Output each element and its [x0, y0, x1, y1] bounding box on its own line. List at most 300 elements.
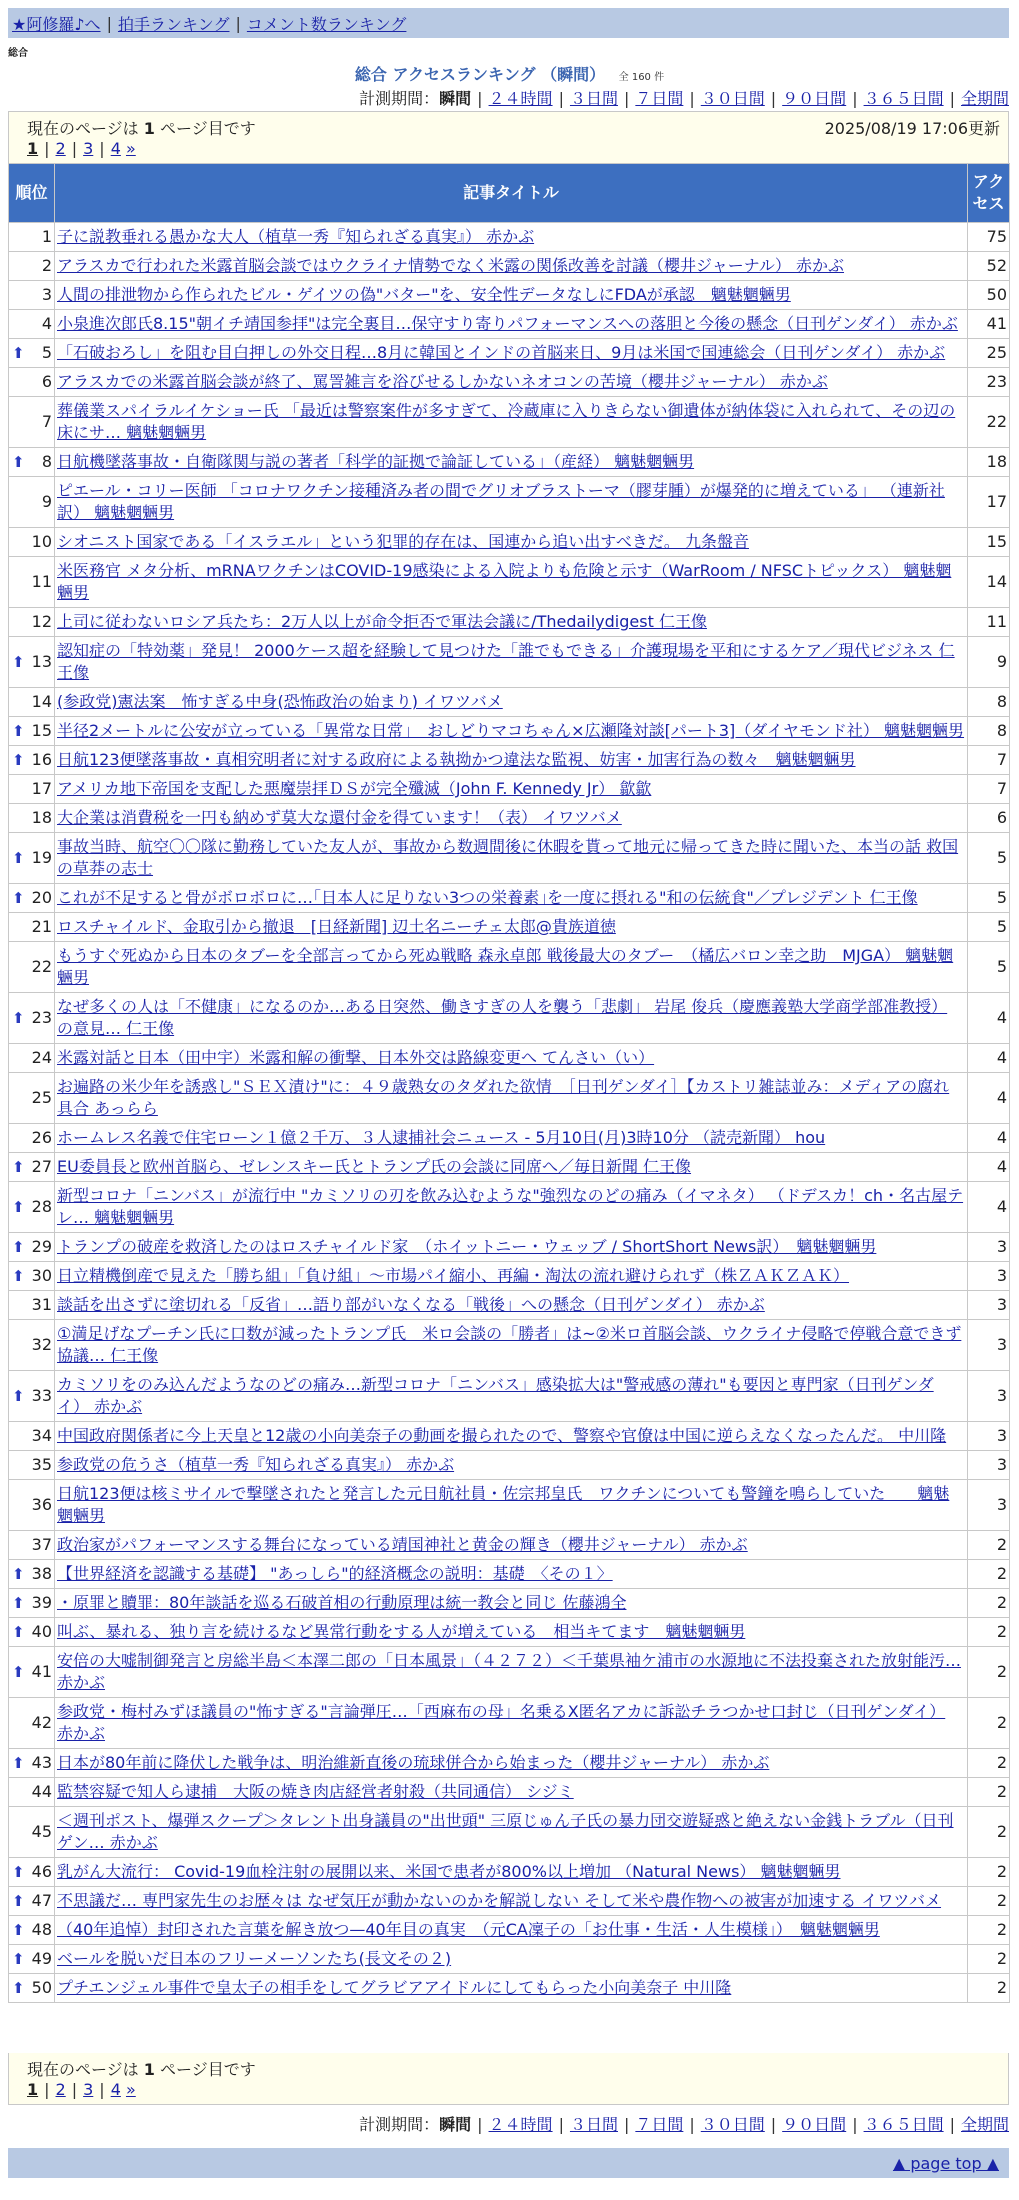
table-row: [9, 281, 1010, 310]
access-count: 7: [968, 746, 1010, 775]
pager-next-link[interactable]: »: [125, 139, 136, 158]
up-arrow-icon: ⬆: [12, 1754, 25, 1772]
table-row: [9, 717, 1010, 746]
access-count: 23: [968, 368, 1010, 397]
article-title-link[interactable]: ①満足げなプーチン氏に口数が減ったトランプ氏 米ロ会談の「勝者」は~②米ロ首脳会談、ウクライナ侵略で停戦合意できず協議… 仁王像: [57, 1324, 962, 1365]
access-count: 41: [968, 310, 1010, 339]
title-cell: [55, 1451, 968, 1480]
table-row: [9, 1916, 1010, 1945]
rank-number: 24: [31, 1048, 52, 1067]
table-row: [9, 775, 1010, 804]
footer-bar: [8, 2148, 1009, 2178]
home-link[interactable]: ★阿修羅♪へ: [12, 14, 101, 34]
table-row: [9, 1044, 1010, 1073]
title-cell: [55, 1858, 968, 1887]
article-title-link[interactable]: カミソリをのみ込んだようなのどの痛み…新型コロナ「ニンバス」感染拡大は"警戒感の薄れ"も要因と専門家（日刊ゲンダイ） 赤かぶ: [57, 1375, 934, 1416]
separator: |: [477, 89, 483, 108]
separator: |: [558, 89, 564, 108]
table-row: [9, 1560, 1010, 1589]
rank-number: 40: [31, 1622, 52, 1641]
up-arrow-icon: ⬆: [12, 889, 25, 907]
access-count: 2: [968, 1531, 1010, 1560]
title-cell: [55, 884, 968, 913]
title-cell: [55, 1887, 968, 1916]
access-count: 3: [968, 1233, 1010, 1262]
access-count: 2: [968, 1778, 1010, 1807]
article-title-link[interactable]: (参政党)憲法案 怖すぎる中身(恐怖政治の始まり) イワツバメ: [57, 692, 503, 711]
period-link[interactable]: ９０日間: [782, 89, 847, 108]
separator: |: [689, 89, 695, 108]
separator: |: [99, 139, 105, 158]
article-title-link[interactable]: ホームレス名義で住宅ローン１億２千万、３人逮捕社会ニュース - 5月10日(月)3時10分 （読売新聞） hou: [57, 1128, 826, 1147]
pager-top: [27, 139, 136, 158]
period-link[interactable]: ２４時間: [488, 2115, 553, 2134]
rank-cell: [9, 1589, 55, 1618]
separator: |: [558, 2115, 564, 2134]
article-title-link[interactable]: 【世界経済を認識する基礎】 "あっしら"的経済概念の説明：基礎 〈その１〉: [57, 1564, 613, 1583]
period-link[interactable]: ３０日間: [700, 89, 765, 108]
title-cell: [55, 397, 968, 448]
access-count: 50: [968, 281, 1010, 310]
rank-number: 9: [41, 492, 52, 511]
article-title-link[interactable]: 叫ぶ、暴れる、独り言を続けるなど異常行動をする人が増えている 相当キてます 魑魅魍魎男: [57, 1622, 746, 1641]
article-title-link[interactable]: 上司に従わないロシア兵たち：2万人以上が命令拒否で軍法会議に/Thedailydigest 仁王像: [57, 612, 707, 631]
rank-number: 38: [31, 1564, 52, 1583]
title-cell: [55, 804, 968, 833]
access-count: 2: [968, 1858, 1010, 1887]
total-count: 全 160 件: [618, 72, 665, 83]
rank-cell: [9, 1291, 55, 1320]
comment-ranking-link[interactable]: コメント数ランキング: [246, 14, 407, 34]
period-link[interactable]: ７日間: [635, 2115, 684, 2134]
rank-number: 1: [41, 227, 52, 246]
separator: |: [689, 2115, 695, 2134]
separator: |: [623, 89, 630, 108]
title-cell: [55, 1422, 968, 1451]
article-title-link[interactable]: 中国政府関係者に今上天皇と12歳の小向美奈子の動画を撮られたので、警察や官僚は中国に逆らえなくなったんだ。 中川隆: [57, 1426, 947, 1445]
article-title-link[interactable]: トランプの破産を救済したのはロスチャイルド家 （ホイットニー・ウェッブ / ShortShort News訳） 魑魅魍魎男: [57, 1237, 877, 1256]
title-cell: [55, 1698, 968, 1749]
rank-cell: [9, 1858, 55, 1887]
title-cell: [55, 1647, 968, 1698]
article-title-link[interactable]: 参政党の危うさ（植草一秀『知られざる真実』） 赤かぶ: [57, 1455, 455, 1474]
rank-number: 21: [31, 917, 52, 936]
rank-cell: [9, 1887, 55, 1916]
article-title-link[interactable]: 子に説教垂れる愚かな大人（植草一秀『知られざる真実』） 赤かぶ: [57, 227, 535, 246]
rank-number: 14: [31, 692, 52, 711]
title-cell: [55, 1233, 968, 1262]
article-title-link[interactable]: 安倍の大嘘制御発言と房総半島＜本澤二郎の「日本風景」（４２７２）＜千葉県袖ケ浦市の水源地に不法投棄された放射能汚… 赤かぶ: [57, 1651, 962, 1692]
article-title-link[interactable]: 米医務官 メタ分析、mRNAワクチンはCOVID-19感染による入院よりも危険と示す（WarRoom / NFSCトピックス） 魑魅魍魎男: [57, 561, 952, 602]
rank-cell: [9, 368, 55, 397]
table-row: [9, 993, 1010, 1044]
period-link[interactable]: 全期間: [960, 89, 1009, 108]
header-title: 記事タイトル: [55, 164, 968, 223]
status-suffix: ページ目です: [160, 119, 256, 138]
table-row: [9, 1749, 1010, 1778]
rank-cell: [9, 1371, 55, 1422]
pager-page-link[interactable]: 4: [110, 2080, 121, 2099]
rank-number: 32: [31, 1335, 52, 1354]
table-row: [9, 368, 1010, 397]
title-cell: [55, 746, 968, 775]
access-count: 2: [968, 1887, 1010, 1916]
article-title-link[interactable]: 乳がん大流行： Covid-19血栓注射の展開以来、米国で患者が800%以上増加 （Natural News） 魑魅魍魎男: [57, 1862, 841, 1881]
access-count: 3: [968, 1480, 1010, 1531]
pager-page-link[interactable]: 3: [83, 2080, 94, 2099]
rank-number: 44: [31, 1782, 52, 1801]
access-count: 4: [968, 1073, 1010, 1124]
rank-cell: [9, 1807, 55, 1858]
pager-current-page: 1: [27, 2080, 39, 2099]
table-row: [9, 1422, 1010, 1451]
status-suffix: ページ目です: [160, 2060, 256, 2079]
rank-number: 35: [31, 1455, 52, 1474]
access-count: 4: [968, 1182, 1010, 1233]
article-title-link[interactable]: ピエール・コリー医師 「コロナワクチン接種済み者の間でグリオブラストーマ（膠芽腫）が爆発的に増えている」 （連新社訳） 魑魅魍魎男: [57, 481, 945, 522]
rank-number: 28: [31, 1197, 52, 1216]
rank-number: 8: [41, 452, 52, 471]
article-title-link[interactable]: 米露対話と日本（田中宇）米露和解の衝撃、日本外交は路線変更へ てんさい（い）: [57, 1048, 655, 1067]
article-title-link[interactable]: ロスチャイルド、金取引から撤退 [日経新聞] 辺土名ニーチェ太郎@貴族道徳: [57, 917, 616, 936]
access-count: 2: [968, 1589, 1010, 1618]
article-title-link[interactable]: 日航123便墜落事故・真相究明者に対する政府による執拗かつ違法な監視、妨害・加害行為の数々 魑魅魍魎男: [57, 750, 856, 769]
table-row: [9, 339, 1010, 368]
title-cell: [55, 775, 968, 804]
period-link[interactable]: ３６５日間: [863, 2115, 944, 2134]
page-status: [27, 2057, 256, 2080]
rank-number: 42: [31, 1713, 52, 1732]
separator: |: [71, 2080, 78, 2099]
access-count: 2: [968, 1698, 1010, 1749]
period-label: 計測期間：: [359, 89, 440, 108]
article-title-link[interactable]: 半径2メートルに公安が立っている「異常な日常」 おしどりマコちゃん×広瀬隆対談[パート3]（ダイヤモンド社） 魑魅魍魎男: [57, 721, 965, 740]
rank-number: 3: [41, 285, 52, 304]
article-title-link[interactable]: 認知症の「特効薬」発見！ 2000ケース超を経験して見つけた「誰でもできる」介護現場を平和にするケア／現代ビジネス 仁王像: [57, 641, 955, 682]
rank-cell: [9, 1422, 55, 1451]
rank-number: 50: [31, 1978, 52, 1997]
table-row: [9, 688, 1010, 717]
table-row: [9, 528, 1010, 557]
article-title-link[interactable]: 監禁容疑で知人ら逮捕 大阪の焼き肉店経営者射殺（共同通信） シジミ: [57, 1782, 574, 1801]
rank-number: 34: [31, 1426, 52, 1445]
up-arrow-icon: ⬆: [12, 1921, 25, 1939]
up-arrow-icon: ⬆: [12, 751, 25, 769]
rank-cell: [9, 884, 55, 913]
rank-number: 20: [31, 888, 52, 907]
rank-number: 17: [31, 779, 52, 798]
access-count: 17: [968, 477, 1010, 528]
table-row: [9, 557, 1010, 608]
pager-page-link[interactable]: 4: [110, 139, 121, 158]
title-cell: [55, 1916, 968, 1945]
up-arrow-icon: ⬆: [12, 1387, 25, 1405]
rank-number: 31: [31, 1295, 52, 1314]
article-title-link[interactable]: お遍路の米少年を誘惑し"ＳＥＸ漬け"に：４９歳熟女のタダれた欲情 ［日刊ゲンダイ］【カストリ雑誌並み：メディアの腐れ具合 あっらら: [57, 1077, 950, 1118]
up-arrow-icon: ⬆: [12, 1267, 25, 1285]
rank-number: 10: [31, 532, 52, 551]
article-title-link[interactable]: プチエンジェル事件で皇太子の相手をしてグラビアアイドルにしてもらった小向美奈子 中川隆: [57, 1978, 732, 1997]
access-count: 2: [968, 1916, 1010, 1945]
article-title-link[interactable]: アラスカでの米露首脳会談が終了、罵詈雑言を浴びせるしかないネオコンの苦境（櫻井ジャーナル） 赤かぶ: [57, 372, 828, 391]
title-cell: [55, 1560, 968, 1589]
rank-number: 47: [31, 1891, 52, 1910]
rank-number: 7: [41, 412, 52, 431]
period-current: 瞬間: [439, 89, 472, 108]
period-link[interactable]: ２４時間: [488, 89, 553, 108]
title-cell: [55, 223, 968, 252]
article-title-link[interactable]: アメリカ地下帝国を支配した悪魔崇拝ＤＳが完全殲滅（John F. Kennedy Jr） 歙歙: [57, 779, 652, 798]
article-title-link[interactable]: （40年追悼）封印された言葉を解き放つ—40年目の真実 （元CA凜子の「お仕事・生活・人生模様」） 魑魅魍魎男: [57, 1920, 880, 1939]
article-title-link[interactable]: アラスカで行われた米露首脳会談ではウクライナ情勢でなく米露の関係改善を討議（櫻井ジャーナル） 赤かぶ: [57, 256, 845, 275]
table-row: [9, 1618, 1010, 1647]
article-title-link[interactable]: 新型コロナ「ニンバス」が流行中 "カミソリの刃を飲み込むような"強烈なのどの痛み（イマネタ） （ドデスカ！ch・名古屋テレ… 魑魅魍魎男: [57, 1186, 964, 1227]
access-count: 5: [968, 913, 1010, 942]
title-cell: [55, 1073, 968, 1124]
access-count: 3: [968, 1291, 1010, 1320]
top-navigation-bar: [8, 8, 1009, 38]
rank-number: 26: [31, 1128, 52, 1147]
updated-timestamp: 2025/08/19 17:06更新: [824, 119, 1000, 138]
header-access: アクセス: [968, 164, 1010, 223]
rank-cell: [9, 1153, 55, 1182]
table-row: [9, 1451, 1010, 1480]
article-title-link[interactable]: 「石破おろし」を阻む目白押しの外交日程…8月に韓国とインドの首脳来日、9月は米国で国連総会（日刊ゲンダイ） 赤かぶ: [57, 343, 946, 362]
article-title-link[interactable]: 参政党・梅村みずほ議員の"怖すぎる"言論弾圧…「西麻布の母」名乗るX匿名アカに訴訟チラつかせ口封じ（日刊ゲンダイ） 赤かぶ: [57, 1702, 946, 1743]
up-arrow-icon: ⬆: [12, 1158, 25, 1176]
page-title: [0, 62, 1019, 85]
pager-page-link[interactable]: 2: [55, 2080, 66, 2099]
rank-cell: [9, 1778, 55, 1807]
rank-cell: [9, 913, 55, 942]
up-arrow-icon: ⬆: [12, 653, 25, 671]
table-row: [9, 1807, 1010, 1858]
table-row: [9, 1778, 1010, 1807]
rank-cell: [9, 339, 55, 368]
access-count: 2: [968, 1945, 1010, 1974]
ranking-table: [8, 163, 1010, 2003]
separator: |: [770, 2115, 777, 2134]
rank-cell: [9, 1618, 55, 1647]
article-title-link[interactable]: 不思議だ… 専門家先生のお歴々は なぜ気圧が動かないのかを解説しない そして米や農作物への被害が加速する イワツバメ: [57, 1891, 942, 1910]
title-cell: [55, 942, 968, 993]
access-count: 2: [968, 1618, 1010, 1647]
pager-current-page: 1: [27, 139, 39, 158]
article-title-link[interactable]: 日航機墜落事故・自衛隊関与説の著者「科学的証拠で論証している」（産経） 魑魅魍魎男: [57, 452, 695, 471]
rank-cell: [9, 1531, 55, 1560]
access-count: 22: [968, 397, 1010, 448]
rank-number: 45: [31, 1822, 52, 1841]
separator: |: [852, 89, 858, 108]
access-count: 2: [968, 1749, 1010, 1778]
title-cell: [55, 1124, 968, 1153]
up-arrow-icon: ⬆: [12, 1979, 25, 1997]
table-row: [9, 1262, 1010, 1291]
period-link[interactable]: ３６５日間: [863, 89, 944, 108]
article-title-link[interactable]: 小泉進次郎氏8.15"朝イチ靖国参拝"は完全裏目…保守すり寄りパフォーマンスへの落胆と今後の懸念（日刊ゲンダイ） 赤かぶ: [57, 314, 958, 333]
rank-cell: [9, 1560, 55, 1589]
period-link[interactable]: ９０日間: [782, 2115, 847, 2134]
separator: |: [477, 2115, 483, 2134]
title-cell: [55, 1182, 968, 1233]
table-row: [9, 1182, 1010, 1233]
period-link[interactable]: ３日間: [569, 2115, 618, 2134]
table-row: [9, 477, 1010, 528]
rank-number: 48: [31, 1920, 52, 1939]
rank-cell: [9, 1698, 55, 1749]
rank-cell: [9, 1182, 55, 1233]
separator: |: [770, 89, 777, 108]
title-cell: [55, 368, 968, 397]
access-count: 3: [968, 1451, 1010, 1480]
table-row: [9, 1698, 1010, 1749]
period-link[interactable]: ３日間: [569, 89, 618, 108]
page-title-text: 総合 アクセスランキング （瞬間）: [354, 65, 606, 84]
rank-number: 29: [31, 1237, 52, 1256]
article-title-link[interactable]: 談話を出さずに塗切れる「反省」…語り部がいなくなる「戦後」への懸念（日刊ゲンダイ） 赤かぶ: [57, 1295, 765, 1314]
title-cell: [55, 1618, 968, 1647]
title-cell: [55, 1807, 968, 1858]
rank-cell: [9, 310, 55, 339]
article-title-link[interactable]: 人間の排泄物から作られたビル・ゲイツの偽"バター"を、安全性データなしにFDAが承認 魑魅魍魎男: [57, 285, 791, 304]
access-count: 2: [968, 1647, 1010, 1698]
period-link[interactable]: ７日間: [635, 89, 684, 108]
period-link[interactable]: ３０日間: [700, 2115, 765, 2134]
rank-cell: [9, 1480, 55, 1531]
rank-cell: [9, 804, 55, 833]
article-title-link[interactable]: シオニスト国家である「イスラエル」という犯罪的存在は、国連から追い出すべきだ。 九条盤音: [57, 532, 749, 551]
title-cell: [55, 1589, 968, 1618]
rank-number: 49: [31, 1949, 52, 1968]
table-row: [9, 448, 1010, 477]
article-title-link[interactable]: 政治家がパフォーマンスする舞台になっている靖国神社と黄金の輝き（櫻井ジャーナル） 赤かぶ: [57, 1535, 748, 1554]
access-count: 2: [968, 1560, 1010, 1589]
access-count: 3: [968, 1320, 1010, 1371]
rank-number: 12: [31, 612, 52, 631]
rank-number: 46: [31, 1862, 52, 1881]
rank-cell: [9, 252, 55, 281]
pager-page-link[interactable]: 2: [55, 139, 66, 158]
title-cell: [55, 1044, 968, 1073]
title-cell: [55, 477, 968, 528]
rank-number: 4: [41, 314, 52, 333]
title-cell: [55, 637, 968, 688]
article-title-link[interactable]: 大企業は消費税を一円も納めず莫大な還付金を得ています！（表） イワツバメ: [57, 808, 622, 827]
article-title-link[interactable]: これが不足すると骨がボロボロに…｢日本人に足りない3つの栄養素｣を一度に摂れる"和の伝統食"／プレジデント 仁王像: [57, 888, 918, 907]
page-top-link[interactable]: ▲ page top ▲: [892, 2153, 999, 2173]
article-title-link[interactable]: ベールを脱いだ日本のフリーメーソンたち(長文その２): [57, 1949, 452, 1968]
status-page-number: 1: [143, 2060, 155, 2079]
access-count: 18: [968, 448, 1010, 477]
article-title-link[interactable]: 日本が80年前に降伏した戦争は、明治維新直後の琉球併合から始まった（櫻井ジャーナル） 赤かぶ: [57, 1753, 770, 1772]
table-row: [9, 746, 1010, 775]
pager-page-link[interactable]: 3: [83, 139, 94, 158]
rank-number: 5: [41, 343, 52, 362]
rank-cell: [9, 1262, 55, 1291]
access-count: 14: [968, 557, 1010, 608]
table-row: [9, 1233, 1010, 1262]
rank-cell: [9, 993, 55, 1044]
title-cell: [55, 252, 968, 281]
period-selector-top: [359, 86, 1009, 109]
rank-cell: [9, 281, 55, 310]
rank-cell: [9, 1647, 55, 1698]
rank-number: 27: [31, 1157, 52, 1176]
title-cell: [55, 448, 968, 477]
article-title-link[interactable]: ＜週刊ポスト、爆弾スクープ＞タレント出身議員の"出世頭" 三原じゅん子氏の暴力団交遊疑惑と絶えない金銭トラブル（日刊ゲン… 赤かぶ: [57, 1811, 954, 1852]
access-count: 25: [968, 339, 1010, 368]
table-row: [9, 1153, 1010, 1182]
rank-cell: [9, 1233, 55, 1262]
title-cell: [55, 913, 968, 942]
table-row: [9, 1589, 1010, 1618]
table-row: [9, 833, 1010, 884]
applause-ranking-link[interactable]: 拍手ランキング: [117, 14, 230, 34]
table-row: [9, 1124, 1010, 1153]
rank-number: 15: [31, 721, 52, 740]
access-count: 5: [968, 884, 1010, 913]
article-title-link[interactable]: 日航123便は核ミサイルで撃墜されたと発言した元日航社員・佐宗邦皇氏 ワクチンについても警鐘を鳴らしていた 魑魅魍魎男: [57, 1484, 950, 1525]
title-cell: [55, 528, 968, 557]
up-arrow-icon: ⬆: [12, 453, 25, 471]
separator: |: [949, 2115, 955, 2134]
title-cell: [55, 1778, 968, 1807]
article-title-link[interactable]: 葬儀業スパイラルイケショー氏 「最近は警察案件が多すぎて、冷蔵庫に入りきらない御遺体が納体袋に入れられて、その辺の床にサ… 魑魅魍魎男: [57, 401, 956, 442]
article-title-link[interactable]: 日立精機倒産で見えた「勝ち組」「負け組」～市場パイ縮小、再編・淘汰の流れ避けられず（株ＺＡＫＺＡＫ）: [57, 1266, 850, 1285]
category-label: 総合: [8, 48, 28, 59]
rank-number: 19: [31, 848, 52, 867]
article-title-link[interactable]: ・原罪と贖罪：80年談話を巡る石破首相の行動原理は統一教会と同じ 佐藤鴻全: [57, 1593, 627, 1612]
article-title-link[interactable]: 事故当時、航空〇〇隊に勤務していた友人が、事故から数週間後に休暇を貰って地元に帰ってきた時に聞いた、本当の話 救国の草莽の志士: [57, 837, 959, 878]
table-row: [9, 942, 1010, 993]
up-arrow-icon: ⬆: [12, 1663, 25, 1681]
title-cell: [55, 1153, 968, 1182]
separator: |: [44, 139, 50, 158]
rank-number: 41: [31, 1662, 52, 1681]
separator: |: [71, 139, 78, 158]
article-title-link[interactable]: EU委員長と欧州首脳ら、ゼレンスキー氏とトランプ氏の会談に同席へ／毎日新聞 仁王像: [57, 1157, 692, 1176]
title-cell: [55, 717, 968, 746]
table-row: [9, 310, 1010, 339]
access-count: 4: [968, 993, 1010, 1044]
separator: |: [949, 89, 955, 108]
rank-number: 23: [31, 1008, 52, 1027]
article-title-link[interactable]: なぜ多くの人は「不健康」になるのか…ある日突然、働きすぎの人を襲う「悲劇」 岩尾 俊兵（慶應義塾大学商学部准教授） の意見… 仁王像: [57, 997, 948, 1038]
up-arrow-icon: ⬆: [12, 722, 25, 740]
table-row: [9, 1480, 1010, 1531]
separator: |: [44, 2080, 50, 2099]
rank-number: 43: [31, 1753, 52, 1772]
table-row: [9, 913, 1010, 942]
table-row: [9, 608, 1010, 637]
rank-number: 36: [31, 1495, 52, 1514]
up-arrow-icon: ⬆: [12, 1238, 25, 1256]
access-count: 5: [968, 942, 1010, 993]
up-arrow-icon: ⬆: [12, 1950, 25, 1968]
access-count: 2: [968, 1974, 1010, 2003]
title-cell: [55, 993, 968, 1044]
up-arrow-icon: ⬆: [12, 1863, 25, 1881]
table-row: [9, 1291, 1010, 1320]
period-label: 計測期間：: [359, 2115, 440, 2134]
title-cell: [55, 281, 968, 310]
article-title-link[interactable]: もうすぐ死ぬから日本のタブーを全部言ってから死ぬ戦略 森永卓郎 戦後最大のタブー （橘広バロン幸之助 MJGA） 魑魅魍魎男: [57, 946, 954, 987]
up-arrow-icon: ⬆: [12, 1892, 25, 1910]
pager-next-link[interactable]: »: [125, 2080, 136, 2099]
period-link[interactable]: 全期間: [960, 2115, 1009, 2134]
rank-cell: [9, 1320, 55, 1371]
rank-number: 2: [41, 256, 52, 275]
